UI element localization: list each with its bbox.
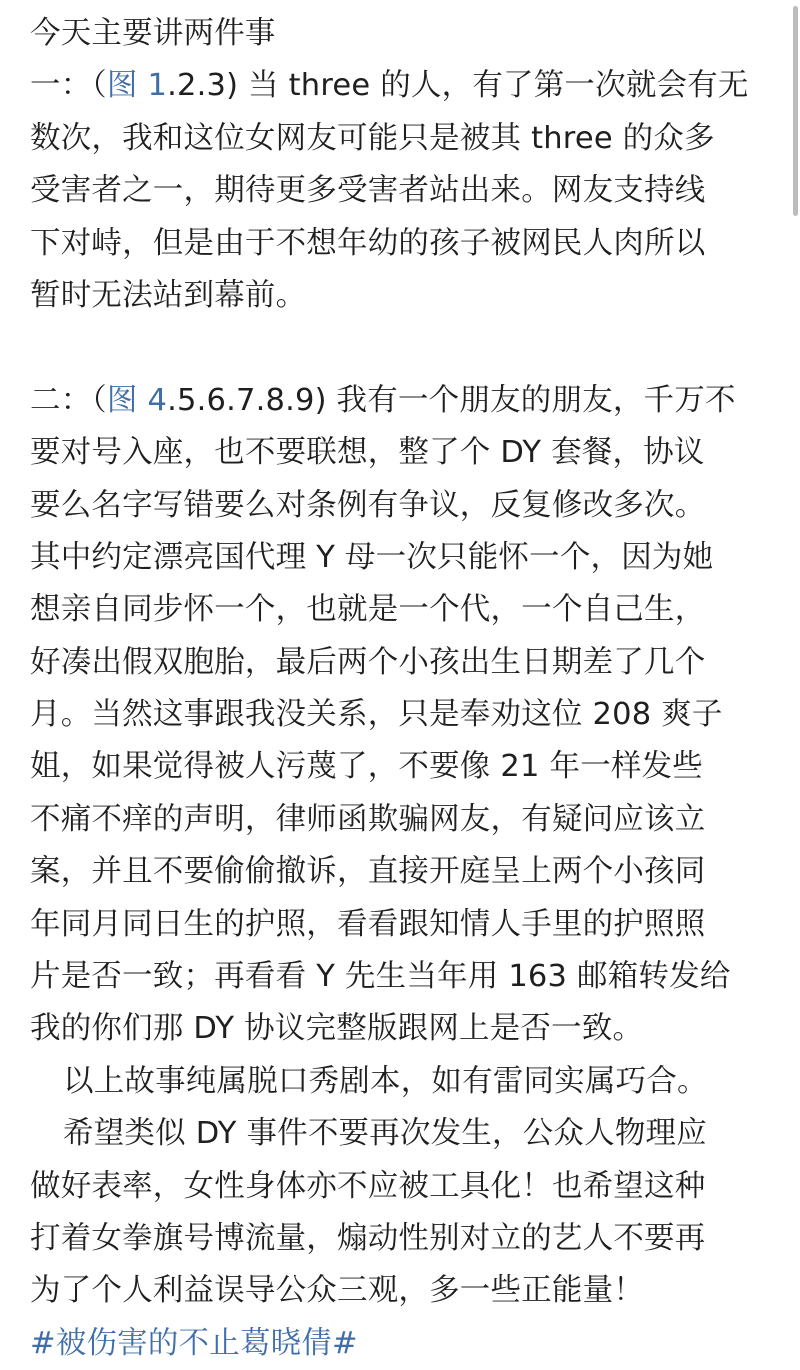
vertical-scrollbar[interactable]	[793, 6, 798, 216]
post-body	[30, 8, 775, 1370]
paragraph-1-line-2: 数次，我和这位女网友可能只是被其 three 的众多	[30, 120, 715, 156]
paragraph-1-line-3: 受害者之一，期待更多受害者站出来。网友支持线	[30, 173, 706, 209]
paragraph-2-line-12: 片是否一致；再看看 Y 先生当年用 163 邮箱转发给	[30, 959, 731, 995]
topic-hashtag-link[interactable]: #被伤害的不止葛晓倩#	[30, 1325, 358, 1361]
paragraph-2-line-1-rest: .5.6.7.8.9) 我有一个朋友的朋友，千万不	[167, 382, 736, 418]
paragraph-3-line-1: 以上故事纯属脱口秀剧本，如有雷同实属巧合。	[63, 1063, 708, 1099]
paragraph-2-line-4: 其中约定漂亮国代理 Y 母一次只能怀一个，因为她	[30, 539, 714, 575]
image-reference-link-4[interactable]: 图 4	[106, 382, 168, 418]
paragraph-spacer	[30, 322, 775, 374]
paragraph-4-line-2: 做好表率，女性身体亦不应被工具化！也希望这种	[30, 1168, 706, 1204]
paragraph-2-line-8: 姐，如果觉得被人污蔑了，不要像 21 年一样发些	[30, 749, 703, 785]
paragraph-2-line-10: 案，并且不要偷偷撤诉，直接开庭呈上两个小孩同	[30, 854, 706, 890]
image-reference-link-1[interactable]: 图 1	[106, 68, 168, 104]
post-title: 今天主要讲两件事	[30, 16, 276, 51]
paragraph-2-line-5: 想亲自同步怀一个，也就是一个代，一个自己生，	[30, 592, 706, 628]
paragraph-1-line-5: 暂时无法站到幕前。	[30, 277, 307, 313]
paragraph-4-line-3: 打着女拳旗号博流量，煽动性别对立的艺人不要再	[30, 1220, 706, 1256]
paragraph-1-line-1-rest: .2.3) 当 three 的人，有了第一次就会有无	[167, 68, 749, 104]
paragraph-2-line-3: 要么名字写错要么对条例有争议，反复修改多次。	[30, 487, 706, 523]
paragraph-2-line-7: 月。当然这事跟我没关系，只是奉劝这位 208 爽子	[30, 697, 723, 733]
paragraph-1-line-1	[30, 60, 775, 112]
paragraph-2-prefix: 二：（	[30, 382, 107, 418]
paragraph-4-line-4: 为了个人利益误导公众三观，多一些正能量！	[30, 1273, 644, 1309]
paragraph-2-line-1	[30, 375, 775, 427]
paragraph-2-line-2: 要对号入座，也不要联想，整了个 DY 套餐，协议	[30, 435, 705, 471]
paragraph-1-prefix: 一：（	[30, 68, 107, 104]
paragraph-4-line-1: 希望类似 DY 事件不要再次发生，公众人物理应	[63, 1116, 707, 1152]
paragraph-2-line-6: 好凑出假双胞胎，最后两个小孩出生日期差了几个	[30, 644, 706, 680]
paragraph-2-line-9: 不痛不痒的声明，律师函欺骗网友，有疑问应该立	[30, 801, 706, 837]
paragraph-2-line-13: 我的你们那 DY 协议完整版跟网上是否一致。	[30, 1011, 644, 1047]
paragraph-2-line-11: 年同月同日生的护照，看看跟知情人手里的护照照	[30, 906, 706, 942]
paragraph-1-line-4: 下对峙，但是由于不想年幼的孩子被网民人肉所以	[30, 225, 706, 261]
